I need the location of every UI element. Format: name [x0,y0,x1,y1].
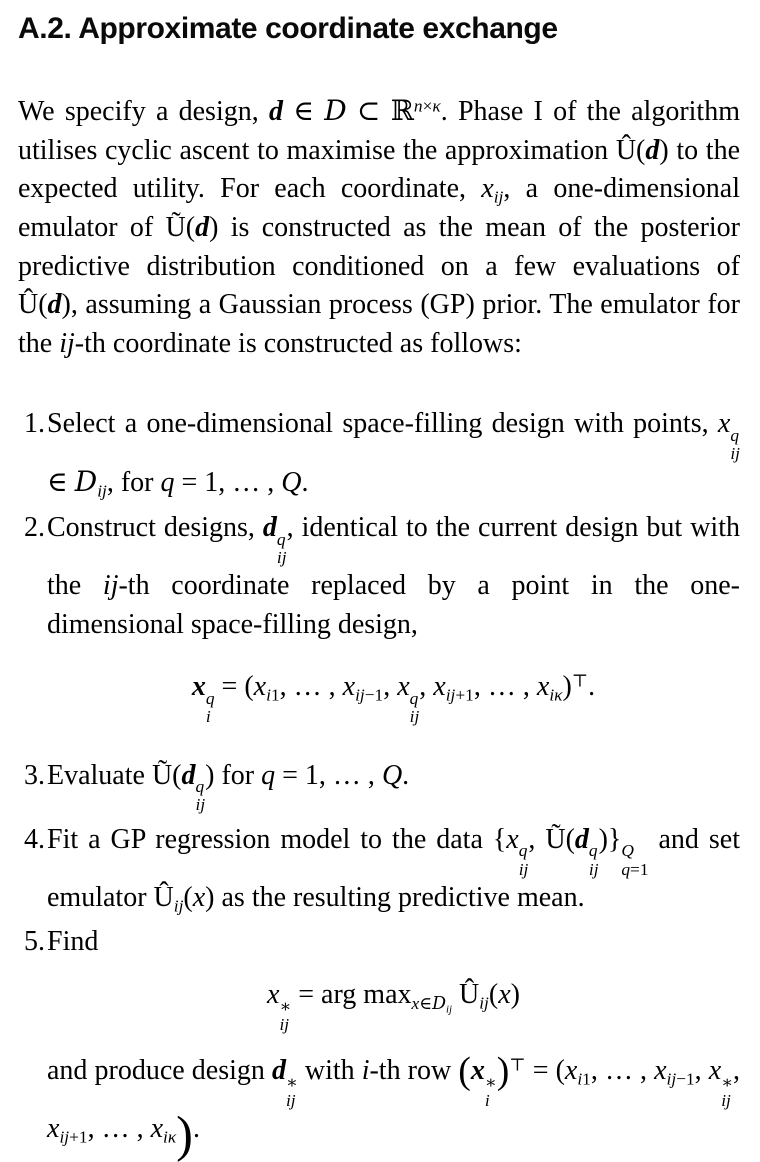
step-number: 1. [24,408,45,440]
step-continuation: and produce design d ∗ ij with i-th row (x ∗ i )$^⊤ = (x_{i1}$, … , $x_{ij-1}$, x ∗ ij , $x_{ij+1}$, … , $x_{i\kappa}$). [47,1049,740,1162]
step-text: Evaluate Ũ(d q ij ) for q = 1, … , Q. [47,759,410,815]
step-text [47,923,740,1162]
step-number: 3. [24,759,45,791]
display-equation-argmax: x ∗ ij = arg $\max_{x\in D_{ij}}$ $Û_{ij}(x)$ [267,979,520,1034]
step-item-5 [18,923,740,1162]
step-number: 2. [24,512,45,544]
step-item-2 [18,509,740,750]
step-item-4 [18,821,740,918]
step-text [47,509,740,750]
display-equation-row-vector: x q i = ($x_{i1}$, … , $x_{ij-1}$, x q ij , $x_{ij+1}$, … , $x_{i\kappa})^⊤$. [191,671,596,727]
step-text-content: Find [47,926,99,958]
step-number: 5. [24,926,45,958]
algorithm-steps [18,405,741,1162]
step-number: 4. [24,823,45,855]
step-item-1 [18,405,740,503]
step-text-content: Construct designs, d q ij , identical to the current design but with the ij-th coordinate replaced by a point in the one-dimensional space-filling design, [47,512,740,640]
section-heading: A.2. Approximate coordinate exchange [18,12,558,45]
step-text: Fit a GP regression model to the data {x q ij , Ũ(d q ij )} Q q=1 and set emulator $Û_{ij}(x)$ as the resulting predictive mean. [47,823,741,916]
intro-paragraph: We specify a design, d ∈ D ⊂ ℝ$^{n\times\kappa}$. Phase I of the algorithm utilises cyclic ascent to maximise the approximation Û(d) to the expected utility. For each coordinate, $x_{ij}$, a one-dimensional emulator of Ũ(d) is constructed as the mean of the posterior predictive distribution conditioned on a few evaluations of Û(d), assuming a Gaussian process (GP) prior. The emulator for the ij-th coordinate is constructed as follows: [18,94,741,359]
step-text: Select a one-dimensional space-filling design with points, x q ij ∈ $D_{ij}$, for q = 1, … , Q. [47,408,740,502]
step-item-3 [18,757,740,815]
